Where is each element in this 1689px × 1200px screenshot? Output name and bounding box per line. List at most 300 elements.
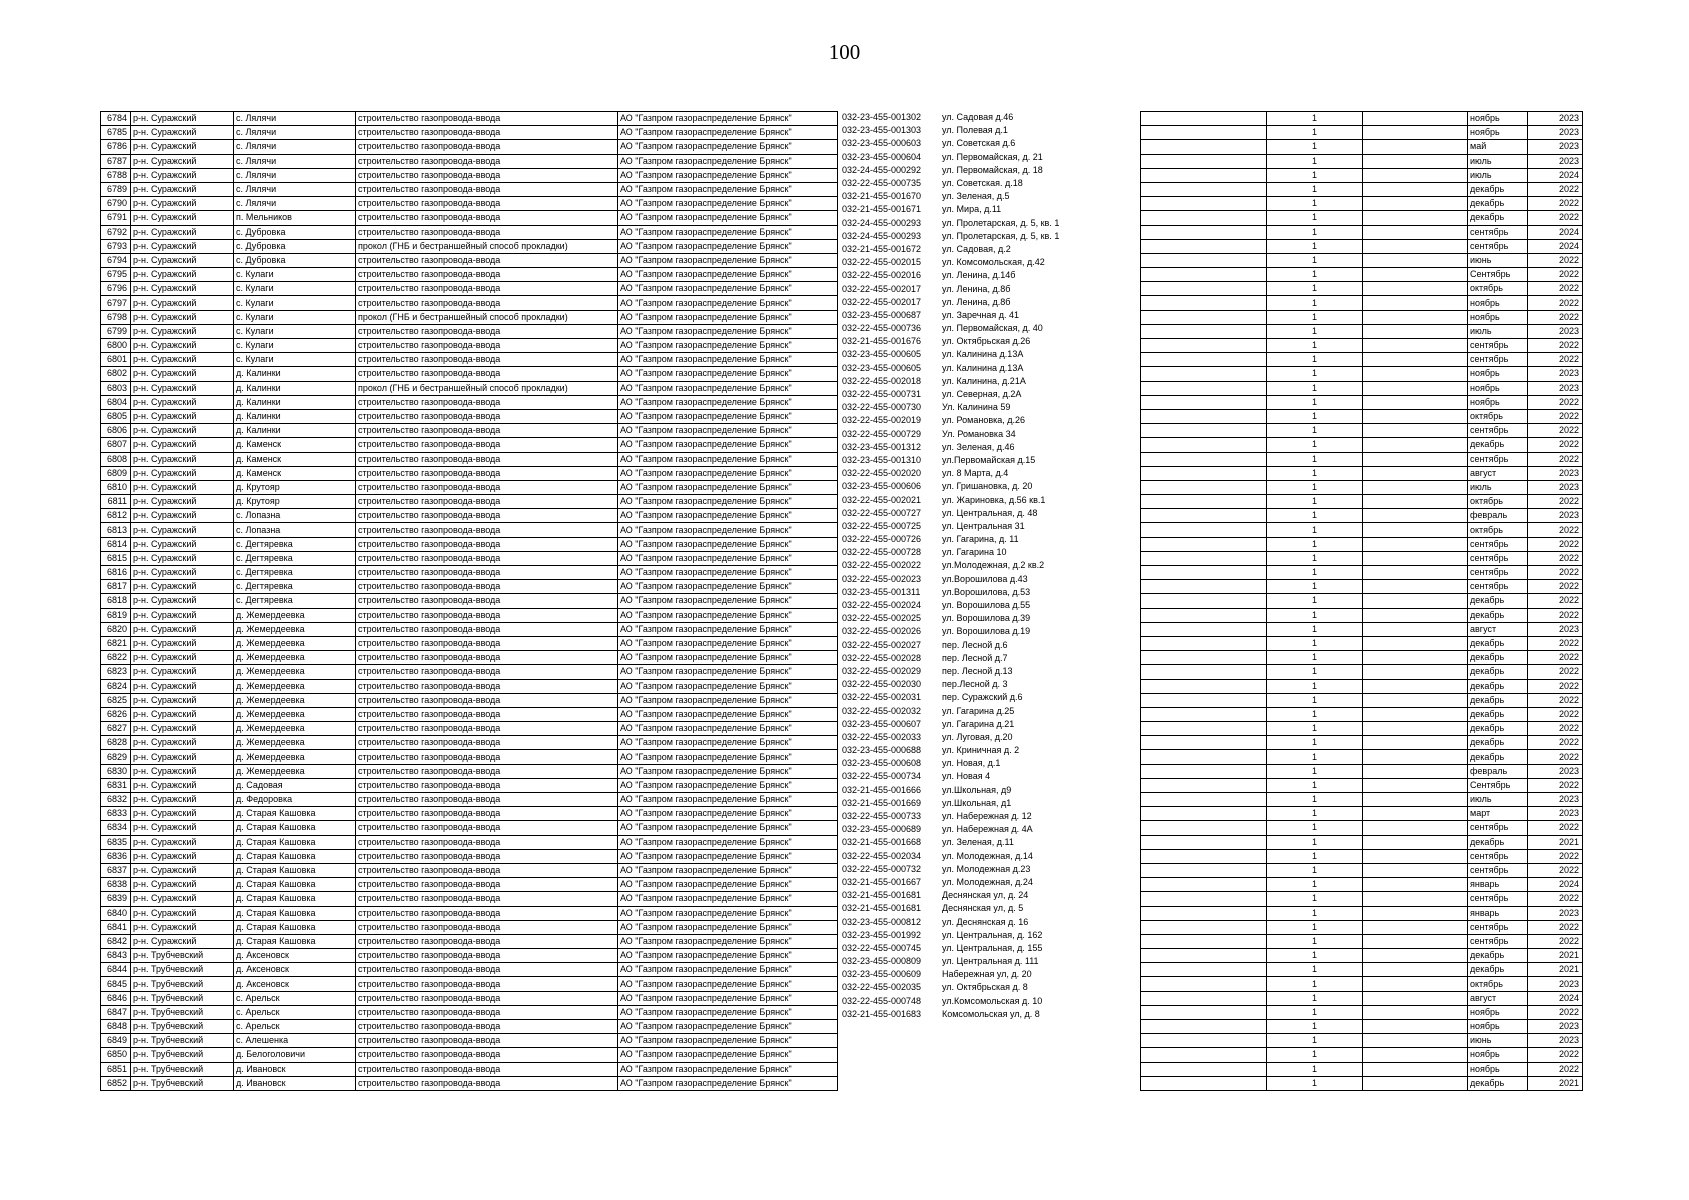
table-row [1141, 622, 1583, 636]
table-row [837, 704, 1077, 717]
empty-cell [1363, 934, 1468, 948]
address-cell: ул. Советская. д.18 [942, 178, 1023, 189]
empty-cell [1363, 778, 1468, 792]
year-cell: 2022 [1528, 1062, 1583, 1076]
empty-cell [1141, 778, 1267, 792]
empty-cell [1141, 892, 1267, 906]
row-number-cell: 6810 [101, 480, 131, 494]
empty-cell [1363, 1062, 1468, 1076]
empty-cell [1141, 253, 1267, 267]
empty-cell [1141, 452, 1267, 466]
district-cell: р-н. Суражский [131, 551, 234, 565]
organization-cell: АО "Газпром газораспределение Брянск" [618, 764, 838, 778]
locality-cell: с. Арельск [234, 991, 356, 1005]
row-number-cell: 6796 [101, 282, 131, 296]
work-type-cell: строительство газопровода-ввода [356, 608, 618, 622]
code-cell: 032-22-455-002030 [842, 679, 922, 690]
work-type-cell: строительство газопровода-ввода [356, 892, 618, 906]
year-cell: 2022 [1528, 934, 1583, 948]
table-row [1141, 367, 1583, 381]
organization-cell: АО "Газпром газораспределение Брянск" [618, 381, 838, 395]
year-cell: 2022 [1528, 750, 1583, 764]
empty-cell [1363, 736, 1468, 750]
table-row [837, 942, 1077, 955]
table-row [101, 906, 838, 920]
locality-cell: д. Садовая [234, 778, 356, 792]
row-number-cell: 6811 [101, 495, 131, 509]
code-cell: 032-22-455-000727 [842, 507, 922, 518]
table-row [1141, 395, 1583, 409]
district-cell: р-н. Суражский [131, 622, 234, 636]
row-number-cell: 6845 [101, 977, 131, 991]
table-row [1141, 466, 1583, 480]
table-row [101, 608, 838, 622]
empty-cell [1141, 963, 1267, 977]
address-cell: ул.Первомайская д.15 [942, 454, 1036, 465]
row-number-cell: 6792 [101, 225, 131, 239]
empty-cell [1363, 197, 1468, 211]
table-row [101, 793, 838, 807]
empty-cell [1141, 112, 1267, 126]
empty-cell [1141, 551, 1267, 565]
code-cell: 032-23-455-000606 [842, 481, 922, 492]
locality-cell: д. Каменск [234, 452, 356, 466]
count-cell: 1 [1267, 523, 1363, 537]
empty-cell [1363, 523, 1468, 537]
table-row [101, 112, 838, 126]
row-number-cell: 6826 [101, 707, 131, 721]
empty-cell [1363, 849, 1468, 863]
locality-cell: д. Жемердеевка [234, 651, 356, 665]
work-type-cell: строительство газопровода-ввода [356, 452, 618, 466]
organization-cell: АО "Газпром газораспределение Брянск" [618, 140, 838, 154]
address-cell: ул.Ворошилова, д.53 [942, 586, 1031, 597]
empty-cell [1363, 310, 1468, 324]
district-cell: р-н. Трубчевский [131, 1076, 234, 1090]
address-cell: ул. Октябрьская д.26 [942, 336, 1031, 347]
locality-cell: с. Лялячи [234, 112, 356, 126]
code-cell: 032-22-455-002022 [842, 560, 922, 571]
page-number: 100 [828, 40, 861, 64]
locality-cell: с. Дегтяревка [234, 537, 356, 551]
year-cell: 2022 [1528, 310, 1583, 324]
work-type-cell: прокол (ГНБ и бестраншейный способ прокладки) [356, 381, 618, 395]
empty-cell [1141, 906, 1267, 920]
district-cell: р-н. Суражский [131, 239, 234, 253]
count-cell: 1 [1267, 367, 1363, 381]
row-number-cell: 6806 [101, 424, 131, 438]
table-row [101, 892, 838, 906]
table-row [1141, 1062, 1583, 1076]
empty-cell [1363, 991, 1468, 1005]
organization-cell: АО "Газпром газораспределение Брянск" [618, 636, 838, 650]
empty-cell [1363, 537, 1468, 551]
organization-cell: АО "Газпром газораспределение Брянск" [618, 409, 838, 423]
address-cell: ул. Центральная д. 111 [942, 956, 1039, 967]
table-row [837, 639, 1077, 652]
year-cell: 2024 [1528, 239, 1583, 253]
table-row [101, 296, 838, 310]
work-type-cell: строительство газопровода-ввода [356, 949, 618, 963]
row-number-cell: 6819 [101, 608, 131, 622]
month-cell: декабрь [1468, 211, 1528, 225]
locality-cell: с. Дубровка [234, 239, 356, 253]
code-cell: 032-23-455-000607 [842, 718, 922, 729]
address-cell: пер. Суражский д.6 [942, 692, 1023, 703]
district-cell: р-н. Трубчевский [131, 1048, 234, 1062]
year-cell: 2022 [1528, 636, 1583, 650]
organization-cell: АО "Газпром газораспределение Брянск" [618, 892, 838, 906]
district-cell: р-н. Суражский [131, 636, 234, 650]
address-cell: ул. Полевая д.1 [942, 125, 1008, 136]
code-cell: 032-22-455-002027 [842, 639, 922, 650]
organization-cell: АО "Газпром газораспределение Брянск" [618, 211, 838, 225]
table-row [1141, 1034, 1583, 1048]
month-cell: август [1468, 991, 1528, 1005]
count-cell: 1 [1267, 764, 1363, 778]
code-cell: 032-22-455-002021 [842, 494, 922, 505]
table-row [1141, 991, 1583, 1005]
work-type-cell: строительство газопровода-ввода [356, 409, 618, 423]
table-row [101, 182, 838, 196]
work-type-cell: строительство газопровода-ввода [356, 778, 618, 792]
locality-cell: с. Дегтяревка [234, 594, 356, 608]
empty-cell [1363, 722, 1468, 736]
code-cell: 032-22-455-002016 [842, 270, 922, 281]
locality-cell: с. Лялячи [234, 126, 356, 140]
work-type-cell: строительство газопровода-ввода [356, 197, 618, 211]
address-cell: ул. Гагарина д.21 [942, 718, 1015, 729]
row-number-cell: 6836 [101, 849, 131, 863]
organization-cell: АО "Газпром газораспределение Брянск" [618, 154, 838, 168]
district-cell: р-н. Суражский [131, 764, 234, 778]
table-row [101, 977, 838, 991]
empty-cell [1141, 580, 1267, 594]
year-cell: 2022 [1528, 339, 1583, 353]
table-row [101, 1048, 838, 1062]
work-type-cell: строительство газопровода-ввода [356, 211, 618, 225]
year-cell: 2024 [1528, 168, 1583, 182]
address-cell: ул. Романовка, д.26 [942, 415, 1026, 426]
locality-cell: д. Аксеновск [234, 963, 356, 977]
address-cell: ул. Октябрьская д. 8 [942, 982, 1028, 993]
row-number-cell: 6797 [101, 296, 131, 310]
table-row [837, 454, 1077, 467]
table-row [101, 126, 838, 140]
table-row [1141, 452, 1583, 466]
count-cell: 1 [1267, 353, 1363, 367]
address-cell: ул. Советская д.6 [942, 138, 1016, 149]
locality-cell: д. Жемердеевка [234, 622, 356, 636]
district-cell: р-н. Суражский [131, 566, 234, 580]
month-cell: ноябрь [1468, 1048, 1528, 1062]
month-cell: Сентябрь [1468, 778, 1528, 792]
address-cell: пер.Лесной д. 3 [942, 679, 1008, 690]
code-cell: 032-22-455-002020 [842, 468, 922, 479]
count-cell: 1 [1267, 1034, 1363, 1048]
address-cell: ул. Криничная д. 2 [942, 745, 1020, 756]
table-row [101, 495, 838, 509]
count-cell: 1 [1267, 906, 1363, 920]
table-row [837, 467, 1077, 480]
empty-cell [1363, 339, 1468, 353]
code-cell: 032-22-455-000730 [842, 402, 922, 413]
empty-cell [1363, 566, 1468, 580]
year-cell: 2023 [1528, 977, 1583, 991]
organization-cell: АО "Газпром газораспределение Брянск" [618, 651, 838, 665]
count-cell: 1 [1267, 991, 1363, 1005]
district-cell: р-н. Суражский [131, 112, 234, 126]
table-row [101, 707, 838, 721]
work-type-cell: строительство газопровода-ввода [356, 679, 618, 693]
table-row [101, 693, 838, 707]
locality-cell: с. Лялячи [234, 182, 356, 196]
district-cell: р-н. Суражский [131, 424, 234, 438]
empty-cell [1363, 977, 1468, 991]
empty-cell [1141, 1076, 1267, 1090]
district-cell: р-н. Суражский [131, 381, 234, 395]
table-row [1141, 736, 1583, 750]
locality-cell: д. Жемердеевка [234, 722, 356, 736]
address-cell: ул. Пролетарская, д. 5, кв. 1 [942, 217, 1060, 228]
work-type-cell: строительство газопровода-ввода [356, 863, 618, 877]
month-cell: ноябрь [1468, 381, 1528, 395]
month-cell: сентябрь [1468, 537, 1528, 551]
records-table-left-body [101, 112, 838, 1091]
month-cell: ноябрь [1468, 1020, 1528, 1034]
count-cell: 1 [1267, 807, 1363, 821]
table-row [837, 559, 1077, 572]
empty-cell [1363, 239, 1468, 253]
empty-cell [1363, 211, 1468, 225]
work-type-cell: строительство газопровода-ввода [356, 466, 618, 480]
row-number-cell: 6794 [101, 253, 131, 267]
organization-cell: АО "Газпром газораспределение Брянск" [618, 722, 838, 736]
empty-cell [1141, 310, 1267, 324]
count-cell: 1 [1267, 339, 1363, 353]
empty-cell [1363, 636, 1468, 650]
table-row [101, 580, 838, 594]
table-row [1141, 1020, 1583, 1034]
organization-cell: АО "Газпром газораспределение Брянск" [618, 906, 838, 920]
address-cell: ул. Ворошилова д.19 [942, 626, 1031, 637]
row-number-cell: 6841 [101, 920, 131, 934]
table-row [837, 309, 1077, 322]
month-cell: сентябрь [1468, 863, 1528, 877]
row-number-cell: 6786 [101, 140, 131, 154]
locality-cell: с. Дегтяревка [234, 580, 356, 594]
year-cell: 2023 [1528, 154, 1583, 168]
organization-cell: АО "Газпром газораспределение Брянск" [618, 509, 838, 523]
row-number-cell: 6790 [101, 197, 131, 211]
row-number-cell: 6852 [101, 1076, 131, 1090]
work-type-cell: строительство газопровода-ввода [356, 665, 618, 679]
address-cell: ул.Комсомольская д. 10 [942, 995, 1043, 1006]
month-cell: декабрь [1468, 182, 1528, 196]
table-row [101, 395, 838, 409]
address-cell: ул. Молодежная, д.14 [942, 850, 1033, 861]
year-cell: 2021 [1528, 835, 1583, 849]
count-cell: 1 [1267, 1076, 1363, 1090]
address-cell: Деснянская ул, д. 5 [942, 903, 1024, 914]
locality-cell: д. Жемердеевка [234, 707, 356, 721]
table-row [1141, 296, 1583, 310]
empty-cell [1141, 622, 1267, 636]
address-cell: ул. Гагарина д.25 [942, 705, 1015, 716]
table-row [837, 335, 1077, 348]
count-cell: 1 [1267, 296, 1363, 310]
row-number-cell: 6791 [101, 211, 131, 225]
district-cell: р-н. Суражский [131, 793, 234, 807]
address-cell: ул. Калинина д.13А [942, 362, 1024, 373]
work-type-cell: строительство газопровода-ввода [356, 1005, 618, 1019]
table-row [1141, 282, 1583, 296]
locality-cell: д. Старая Кашовка [234, 821, 356, 835]
address-cell: Ул. Калинина 59 [942, 402, 1011, 413]
empty-cell [1363, 367, 1468, 381]
locality-cell: с. Кулаги [234, 268, 356, 282]
table-row [1141, 566, 1583, 580]
empty-cell [1363, 1048, 1468, 1062]
table-row [837, 718, 1077, 731]
count-cell: 1 [1267, 211, 1363, 225]
locality-cell: с. Лопазна [234, 523, 356, 537]
count-cell: 1 [1267, 707, 1363, 721]
work-type-cell: строительство газопровода-ввода [356, 764, 618, 778]
work-type-cell: строительство газопровода-ввода [356, 253, 618, 267]
address-cell: ул.Молодежная, д.2 кв.2 [942, 560, 1045, 571]
count-cell: 1 [1267, 878, 1363, 892]
year-cell: 2022 [1528, 594, 1583, 608]
organization-cell: АО "Газпром газораспределение Брянск" [618, 793, 838, 807]
address-cell: ул. Первомайская, д. 40 [942, 323, 1043, 334]
address-cell: ул. Новая 4 [942, 771, 991, 782]
district-cell: р-н. Суражский [131, 537, 234, 551]
table-row [837, 375, 1077, 388]
empty-cell [1363, 381, 1468, 395]
code-cell: 032-22-455-002034 [842, 850, 922, 861]
locality-cell: с. Лялячи [234, 197, 356, 211]
district-cell: р-н. Суражский [131, 608, 234, 622]
year-cell: 2022 [1528, 693, 1583, 707]
count-cell: 1 [1267, 693, 1363, 707]
empty-cell [1363, 651, 1468, 665]
table-row [101, 594, 838, 608]
district-cell: р-н. Суражский [131, 211, 234, 225]
empty-cell [1363, 140, 1468, 154]
table-row [837, 480, 1077, 493]
row-number-cell: 6789 [101, 182, 131, 196]
empty-cell [1141, 495, 1267, 509]
table-row [101, 409, 838, 423]
code-cell: 032-22-455-000745 [842, 942, 922, 953]
locality-cell: д. Калинки [234, 409, 356, 423]
count-cell: 1 [1267, 424, 1363, 438]
work-type-cell: строительство газопровода-ввода [356, 225, 618, 239]
district-cell: р-н. Суражский [131, 126, 234, 140]
table-row [101, 367, 838, 381]
table-row [837, 217, 1077, 230]
organization-cell: АО "Газпром газораспределение Брянск" [618, 126, 838, 140]
month-cell: октябрь [1468, 495, 1528, 509]
address-cell: пер. Лесной д.6 [942, 639, 1008, 650]
year-cell: 2023 [1528, 367, 1583, 381]
month-cell: июль [1468, 154, 1528, 168]
locality-cell: с. Лопазна [234, 509, 356, 523]
year-cell: 2022 [1528, 722, 1583, 736]
organization-cell: АО "Газпром газораспределение Брянск" [618, 835, 838, 849]
empty-cell [1141, 566, 1267, 580]
table-row [1141, 225, 1583, 239]
year-cell: 2023 [1528, 324, 1583, 338]
address-cell: Набережная ул, д. 20 [942, 969, 1032, 980]
table-row [1141, 253, 1583, 267]
table-row [1141, 707, 1583, 721]
table-row [1141, 821, 1583, 835]
work-type-cell: строительство газопровода-ввода [356, 509, 618, 523]
table-row [837, 401, 1077, 414]
month-cell: октябрь [1468, 977, 1528, 991]
year-cell: 2023 [1528, 140, 1583, 154]
table-row [101, 963, 838, 977]
district-cell: р-н. Суражский [131, 197, 234, 211]
work-type-cell: строительство газопровода-ввода [356, 324, 618, 338]
organization-cell: АО "Газпром газораспределение Брянск" [618, 821, 838, 835]
address-cell: ул. Северная, д.2А [942, 389, 1022, 400]
row-number-cell: 6825 [101, 693, 131, 707]
year-cell: 2023 [1528, 509, 1583, 523]
month-cell: декабрь [1468, 736, 1528, 750]
locality-cell: д. Белоголовичи [234, 1048, 356, 1062]
work-type-cell: строительство газопровода-ввода [356, 438, 618, 452]
count-cell: 1 [1267, 438, 1363, 452]
table-row [1141, 594, 1583, 608]
work-type-cell: строительство газопровода-ввода [356, 480, 618, 494]
year-cell: 2022 [1528, 651, 1583, 665]
district-cell: р-н. Суражский [131, 168, 234, 182]
empty-cell [1141, 537, 1267, 551]
year-cell: 2023 [1528, 807, 1583, 821]
table-row [1141, 424, 1583, 438]
code-cell: 032-23-455-001302 [842, 112, 922, 123]
table-row [1141, 409, 1583, 423]
table-row [101, 168, 838, 182]
district-cell: р-н. Суражский [131, 282, 234, 296]
work-type-cell: строительство газопровода-ввода [356, 736, 618, 750]
empty-cell [1363, 112, 1468, 126]
count-cell: 1 [1267, 665, 1363, 679]
locality-cell: д. Старая Кашовка [234, 807, 356, 821]
table-row [837, 493, 1077, 506]
month-cell: декабрь [1468, 707, 1528, 721]
empty-cell [1363, 296, 1468, 310]
district-cell: р-н. Суражский [131, 594, 234, 608]
row-number-cell: 6831 [101, 778, 131, 792]
locality-cell: д. Жемердеевка [234, 636, 356, 650]
work-type-cell: строительство газопровода-ввода [356, 750, 618, 764]
month-cell: сентябрь [1468, 424, 1528, 438]
locality-cell: д. Федоровка [234, 793, 356, 807]
empty-cell [1141, 835, 1267, 849]
work-type-cell: строительство газопровода-ввода [356, 849, 618, 863]
empty-cell [1363, 1005, 1468, 1019]
organization-cell: АО "Газпром газораспределение Брянск" [618, 807, 838, 821]
code-cell: 032-23-455-000812 [842, 916, 922, 927]
table-row [837, 915, 1077, 928]
code-cell: 032-21-455-001683 [842, 1008, 922, 1019]
empty-cell [1363, 466, 1468, 480]
empty-cell [1141, 197, 1267, 211]
